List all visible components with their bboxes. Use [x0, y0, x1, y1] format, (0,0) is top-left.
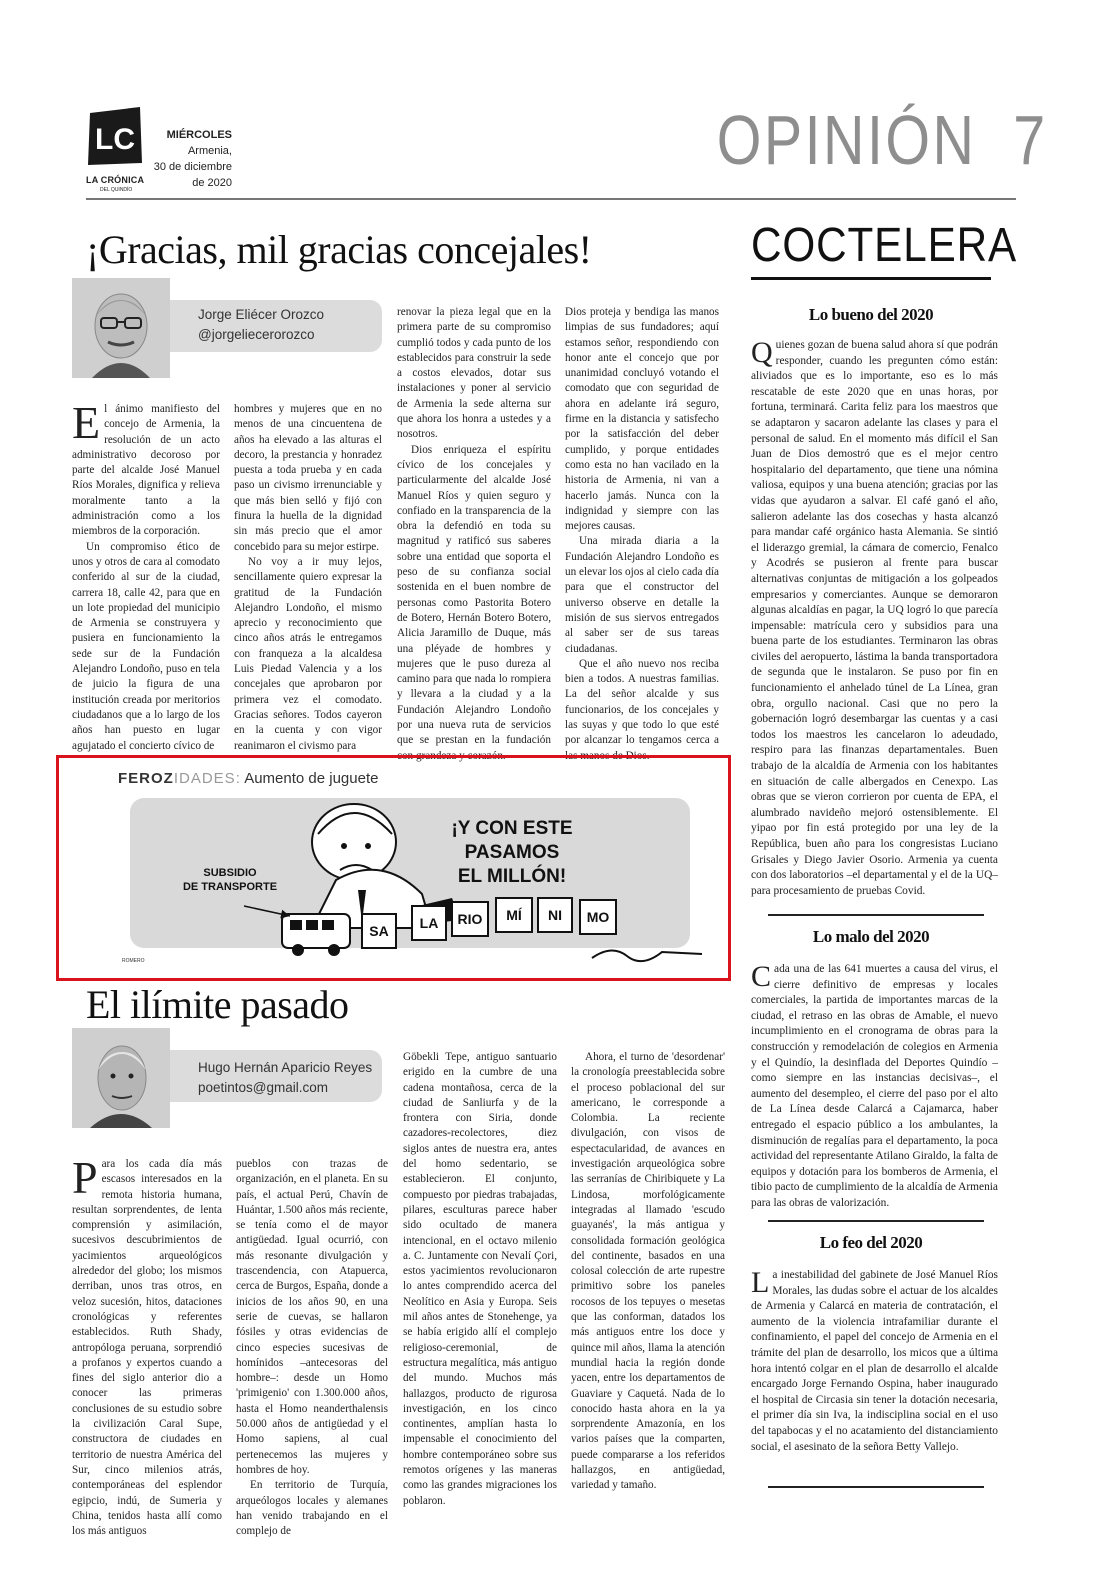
newspaper-logo: [86, 105, 144, 167]
article-1-author-photo: [72, 278, 170, 378]
article-1-col1-p1: l ánimo manifiesto del concejo de Armenia, la resolución de un acto administrativo decoroso por parte del alcalde José Manuel Ríos Morales, dignifica y relieva moralmente tanto a la administración como a los miembros de la corporación.: [72, 403, 220, 538]
article-2-column-2: [236, 1157, 388, 1538]
article-1-column-4: [565, 305, 719, 762]
malo-rule: [768, 914, 984, 916]
article-1-author-handle: @jorgeliecerorozco: [198, 327, 315, 342]
article-2-author-photo: [72, 1028, 170, 1128]
page-number: 7: [1013, 101, 1048, 179]
article-1-col4-p2: Una mirada diaria a la Fundación Alejandro Londoño es un elevar los ojos al cielo cada día para que el constructor del universo observe en detalle la misión de sus siervos entregados al saber ser de sus tareas ciudadanas.: [565, 535, 719, 655]
logo-name: LA CRÓNICA: [86, 175, 145, 185]
cartoon-series-bold: FEROZ: [118, 770, 174, 787]
cartoon-small-mark: ROMERO: [122, 958, 145, 964]
article-2-author-name: Hugo Hernán Aparicio Reyes: [198, 1060, 373, 1075]
article-1-col3-p2: Dios enriqueza el espíritu cívico de los concejales y particularmente del alcalde José Manuel Ríos y quien seguro y confiado en la transparencia de la obra la defendió en toda su magnitud y ratificó sus saberes sobre una entidad que soporta el peso de su confianza social sostenida en el buen nombre de personas como Pastorita Botero de Botero, Hernán Botero Botero, Alicia Jaramillo de Duque, más una pléyade de hombres y mujeres que le puso dureza al camino para que nada lo rompiera y llevara a la ciudad y a la Fundación Alejandro Londoño por una nueva ruta de servicios que se prestan en la fundación con grandeza y corazón.: [397, 443, 551, 762]
article-2-col4-p1: Ahora, el turno de 'desordenar' la cronología preestablecida sobre el proceso poblacional del sur americano, le corresponde a Colombia. La reciente divulgación, con visos de espectacularidad, de avances en investigación arqueológica sobre las serranías de Chiribiquete y La Lindosa, morfológicamente integradas al llamado 'escudo guayanés', la más antigua y consolidada formación geológica del continente, basados en una colosal colección de arte rupestre primitivo sobre los paneles rocosos de los tepuyes o mesetas que las conforman, datados los más antiguos entre los doce y quince mil años, llama la atención mundial hacia la región donde yacen, entre los departamentos de Guaviare y Caquetá. Nada de lo conocido hasta ahora en la ya sorprendente Amazonía, en los varios países que la comparten, puede compararse a los referidos hallazgos, en antigüedad, variedad y tamaño.: [571, 1051, 725, 1492]
cartoon-block-4: MÍ: [506, 907, 522, 923]
cartoon-block-3: RIO: [457, 911, 483, 927]
cartoon-heading: [118, 770, 378, 787]
article-1-col4-p1: Dios proteja y bendiga las manos limpias de sus fundadores; aquí estamos señor, respondiendo con honor ante el concejo que por unanimidad concluyó votando el comodato que con seguridad de ahora en adelante irá seguro, firme en la distancia y satisfecho por la satisfacción del deber cumplido, y porque entidades como esta no han vacilado en la historia de Armenia, ni van a hacerlo jamás. Nunca con la indignidad y siempre con las mejores causas.: [565, 306, 719, 533]
article-1-dropcap: E: [72, 397, 101, 448]
article-1-author-name: Jorge Eliécer Orozco: [198, 307, 325, 322]
date-line-2: de 2020: [192, 177, 232, 189]
cartoon-illustration: [122, 794, 714, 970]
feo-bottom-rule: [768, 1486, 984, 1488]
bueno-text: [751, 338, 998, 898]
cartoon-label-2: DE TRANSPORTE: [182, 881, 278, 893]
feo-heading: Lo feo del 2020: [819, 1233, 923, 1252]
logo-letters: LC: [95, 123, 135, 156]
date-line-1: 30 de diciembre: [153, 161, 232, 173]
city: Armenia,: [187, 145, 232, 157]
article-2-col2-p1: pueblos con trazas de organización, en el planeta. En su país, el actual Perú, Chavín de Huántar, 1.500 años más reciente, se tenía como el de mayor antigüedad. Igual ocurrió, con más resonante divulgación y trascendencia, con Atapuerca, cerca de Burgos, España, donde a inicios de los años 90, en una serie de cuevas, se hallaron fósiles y otras evidencias de cinco especies sucesivas de homínidos –antecesoras del hombre–: desde un Homo 'primigenio' con 1.300.000 años, hasta el Homo neanderthalensis 50.000 años de antigüedad y el Homo sapiens, al cual pertenecemos las mujeres y hombres de hoy.: [236, 1158, 388, 1476]
feo-body: a inestabilidad del gabinete de José Manuel Ríos Morales, las dudas sobre el actuar de los alcaldes de Armenia y Calarcá en materia de contratación, el aumento de la violencia intrafamiliar durante el confinamiento, el papel del concejo de Armenia en el trámite del plan de desarrollo, los micos que a última hora intentó colgar en el plan de desarrollo el alcalde encargado Jorge Fernando Ospina, haber inaugurado el hospital de Circasia sin tener la dotación necesaria, el primer día sin Iva, la indisciplina social en el uso del tapabocas y el no acatamiento del distanciamiento social, el asesinato de la señora Betty Vallejo.: [751, 1269, 998, 1453]
cartoon-signature: [592, 950, 702, 961]
article-2-author-email: poetintos@gmail.com: [198, 1080, 329, 1095]
cartoon-block-6: MO: [586, 909, 610, 925]
cartoon-speech-3: EL MILLÓN!: [457, 866, 567, 887]
cartoon-label-1: SUBSIDIO: [203, 867, 257, 879]
cartoon-block-1: SA: [369, 923, 389, 939]
masthead-rule: [86, 198, 1016, 200]
date-block: [140, 127, 232, 191]
article-2-col1-p1: ara los cada día más escasos interesados en la remota historia humana, resultan sorprendentes, de lenta comprensión y asimilación, sucesivos descubrimientos de yacimientos arqueológicos alrededor del globo; los mismos derriban, unos tras otros, en veloz sucesión, hitos, dataciones cronológicas y referentes establecidos. Ruth Shady, antropóloga peruana, sorprendió a profanos y expertos cuando a fines del siglo anterior dio a conocer las primeras conclusiones de su estudio sobre la civilización Caral Supe, constructora de ciudades en territorio de nuestra América del Sur, cinco milenios atrás, contemporáneas del esplendor egipcio, indú, de Sumeria y China, tenidos hasta allí como los más antiguos: [72, 1158, 222, 1538]
article-1-col2-p2: No voy a ir muy lejos, sencillamente quiero expresar la gratitud de la Fundación Alejandro Londoño, el mismo aprecio y reconocimiento que cinco años atrás le entregamos con franqueza a la alcaldesa Luis Piedad Valencia y a los concejales que aprobaron por primera vez el comodato. Gracias señores. Todos cayeron en la cuenta y con vigor reanimaron el civismo para: [234, 555, 382, 752]
feo-dropcap: L: [751, 1266, 770, 1299]
cartoon-block-2: LA: [419, 915, 439, 931]
cartoon-block-5: NI: [548, 907, 562, 923]
logo-tagline: DEL QUINDÍO: [100, 187, 133, 193]
article-1-col2-p1: hombres y mujeres que en no menos de una cincuentena de años ha elevado a las alturas el decoro, la prestancia y honradez puesta a toda prueba y en cada paso un civismo irrenunciable y que más bien selló y fijó con finura la huella de la dignidad sin más precio que el amor concebido para su mejor estirpe.: [234, 403, 382, 553]
malo-text: [751, 962, 998, 1212]
coctelera-rule: [751, 277, 991, 280]
malo-heading: Lo malo del 2020: [812, 927, 930, 946]
article-2-col2-p2: En territorio de Turquía, arqueólogos locales y alemanes han venido trabajando en el complejo de: [236, 1479, 388, 1538]
cartoon-speech-1: ¡Y CON ESTE: [451, 818, 573, 839]
article-1-column-2: [234, 402, 382, 750]
cartoon-title: Aumento de juguete: [244, 770, 379, 787]
cartoon-speech-2: PASAMOS: [464, 842, 560, 863]
article-2-column-4: [571, 1050, 725, 1498]
article-1-col1-p2: Un compromiso ético de unos y otros de cara al comodato conferido al sur de la ciudad, carrera 18, calle 42, para que en un lote propiedad del municipio de Armenia se construyera y pusiera en funcionamiento la sede sur de la Fundación Alejandro Londoño, puso en tela de juicio la figura de una institución creada por meritorios ciudadanos que a lo largo de los años han puesto en lugar agujatado el concierto cívico de: [72, 540, 220, 752]
section-title: [716, 98, 1048, 182]
article-2-col3-p1: Göbekli Tepe, antiguo santuario erigido en la cumbre de una cadena montañosa, cerca de la ciudad de Sanliurfa y de la frontera con Siria, donde cazadores-recolectores, diez siglos antes de nuestra era, antes del homo sedentario, se establecieron. El conjunto, compuesto por piedras trabajadas, pilares, esculturas parece haber sido ocultado de manera intencional, en el octavo milenio a. C. Juntamente con Nevalí Çori, estos yacimientos revolucionaron lo antes comprendido acerca del Neolítico en Asia y Europa. Seis mil años antes de Stonehenge, ya se había erigido allí el complejo religioso-ceremonial, de estructura megalítica, más antiguo del mundo. Muchos más hallazgos, producto de rigurosa investigación, en los cinco continentes, amplían hasta lo impensable el conocimiento del hombre contemporáneo sobre sus remotos orígenes y las maneras como las grandes migraciones los poblaron.: [403, 1051, 557, 1507]
article-2-dropcap: P: [72, 1152, 98, 1203]
section-name: OPINIÓN: [716, 101, 977, 179]
weekday: MIÉRCOLES: [166, 129, 232, 141]
bueno-body: uienes gozan de buena salud ahora sí que podrán responder, cuando les pregunten cómo están: aliviados que es lo importante, eso es lo más rescatable de este 2020 que en unas horas, por fortuna, terminará. Carita feliz para los maestros que se adaptaron y sacaron adelante las clases y para el personal de salud. En el momento más difícil el San Juan de Dios demostró que es el mejor centro hospitalario del departamento, que tiene una nómina valiosa, equipos y una buena atención; gracias por las vidas que ayudaron a salvar. El café ganó el año, salieron adelante las dos cosechas y hasta alcanzó para mandar café orgánico hasta Alemania. Se sintió el liderazgo gremial, la cámara de comercio, Fenalco y Acodrés se pusieron al frente para buscar alternativas conjuntas de mitigación a los golpeados empresarios y comerciantes. Aunque se demoraron algunas alcaldías en pagar, la UQ logró lo que parecía impensable: matrícula cero y subsidios para una buena parte de los estudiantes. Terminaron las obras civiles del aeropuerto, lástima la banda transportadora de segunda que le instalaron. Se puso por fin en funcionamiento el anhelado túnel de La Línea, gran obra, orgullo nacional. Casi que no pero la gobernación logró desembargar las cuentas y a casi todos los maestros les cancelaron lo adeudado, respiro para las finanzas departamentales. Buen trabajo de la alcaldía de Armenia con los habitantes en situación de calle albergados en Cenexpo. Las obras que se vieron corrieron por cuenta de EPA, el alumbrado navideño mejoró ostensiblemente. El yipao por fin está protegido por una ley de la República, buen año para los congresistas Luciano Grisales y Diego Javier Osorio. Armenia ya cuenta con dos laboratorios –el departamental y el de la UQ– para procesamiento de pruebas Covid.: [751, 339, 998, 897]
article-1-column-1: [72, 397, 220, 752]
article-2-title: El ilímite pasado: [86, 982, 349, 1027]
article-2-column-3: [403, 1050, 557, 1507]
article-1-col3-p1: renovar la pieza legal que en la primera parte de su compromiso cumplió todos y cada punto de los establecidos para construir la sede a costos elevados, dotar sus instalaciones y poner al servicio de Armenia la sede alterna sur que ahora los honra a ustedes y a nosotros.: [397, 306, 551, 441]
article-2-column-1: [72, 1152, 222, 1538]
article-1-col4-p3: Que el año nuevo nos reciba bien a todos. A nuestras familias. La del señor alcalde y sus funcionarios, de los concejales y las suyas y que todo lo que esté por alcanzar lo tengamos cerca a las manos de Dios.: [565, 657, 719, 762]
article-1-title: ¡Gracias, mil gracias concejales!: [86, 227, 592, 272]
bueno-dropcap: Q: [751, 336, 773, 369]
coctelera-title: COCTELERA: [751, 219, 1018, 272]
cartoon-series-light: IDADES:: [173, 770, 241, 787]
feo-rule: [768, 1220, 984, 1222]
malo-body: ada una de las 641 muertes a causa del virus, el cierre definitivo de empresas y locales comerciales, la partida de importantes marcas de la ciudad, el retraso en las obras de Amable, el nuevo incumplimiento en el cronograma de obras para la construcción y remodelación de colegios en Armenia y el Quindío, la desinflada del Deportes Quindío –como siempre en las instancias decisivas–, el aumento del desempleo, el cierre del paso por el alto de La Línea desde Calarcá a Cajamarca, haber entregado el espacio público a los ambulantes, la disminución de regalías para el departamento, la poca actividad del representante Atilano Giraldo, la falta de equipos y dotación para los bomberos de Armenia, el tibio pacto de cumplimiento de la alcaldía de Armenia para las obras de valorización.: [751, 963, 998, 1209]
malo-dropcap: C: [751, 960, 772, 993]
feo-text: [751, 1268, 998, 1478]
bueno-heading: Lo bueno del 2020: [808, 305, 934, 324]
article-1-column-3: [397, 305, 551, 762]
